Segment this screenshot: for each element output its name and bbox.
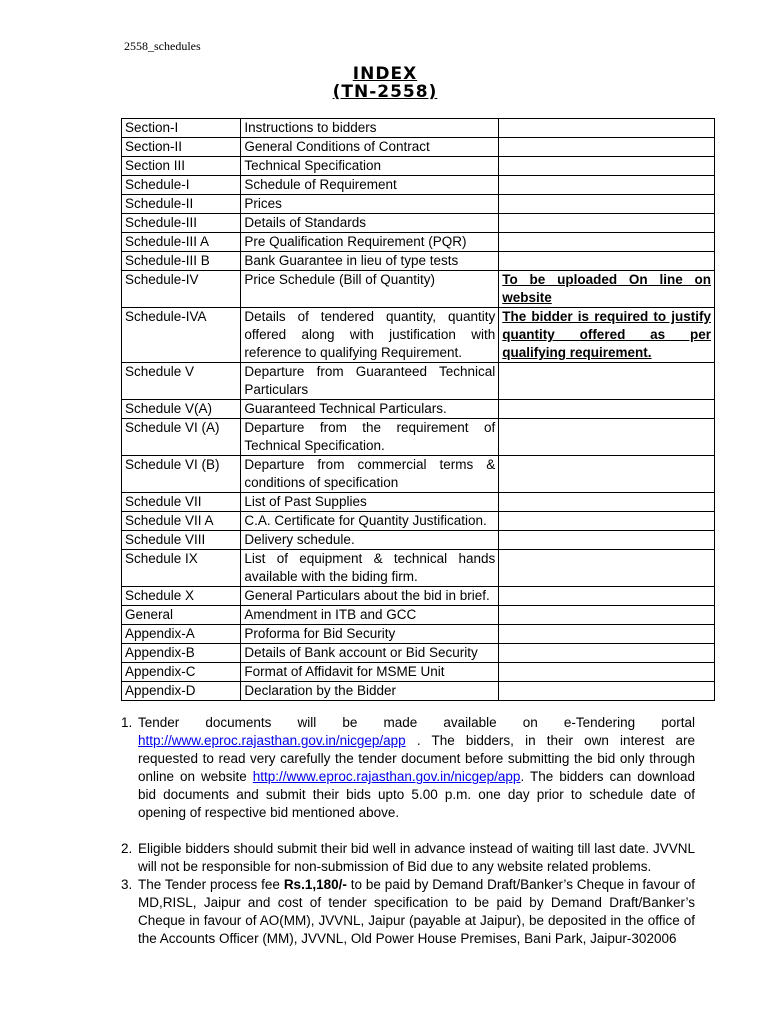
note-number: 3. [121,877,133,892]
notes-list [121,714,695,948]
note-3 [121,876,695,948]
note-text [138,714,695,822]
remark-cell [499,625,715,644]
index-row [122,587,715,606]
description-cell: Schedule of Requirement [241,176,499,195]
index-row [122,363,715,400]
section-cell: Schedule V [122,363,241,400]
remark-cell [499,138,715,157]
section-cell: Section-I [122,119,241,138]
eproc-website-link[interactable]: http://www.eproc.rajasthan.gov.in/nicgep/app [252,769,521,784]
description-cell: Details of Bank account or Bid Security [241,644,499,663]
section-cell: Schedule VIII [122,531,241,550]
description-cell: Pre Qualification Requirement (PQR) [241,233,499,252]
index-row [122,214,715,233]
remark-cell [499,214,715,233]
index-table [121,118,715,701]
description-cell: Details of Standards [241,214,499,233]
section-cell: Schedule-III [122,214,241,233]
section-cell: Schedule-III A [122,233,241,252]
remark-cell [499,644,715,663]
remark-cell [499,157,715,176]
index-row [122,157,715,176]
remark-cell [499,176,715,195]
section-cell: Appendix-A [122,625,241,644]
remark-cell [499,587,715,606]
section-cell: Section III [122,157,241,176]
index-row [122,456,715,493]
description-cell: C.A. Certificate for Quantity Justification. [241,512,499,531]
index-row [122,531,715,550]
index-row [122,663,715,682]
description-cell: List of equipment & technical hands available with the biding firm. [241,550,499,587]
remark-cell: The bidder is required to justify quantity offered as per qualifying requirement. [499,308,715,363]
index-row [122,400,715,419]
index-row [122,252,715,271]
section-cell: Schedule-I [122,176,241,195]
index-title: INDEX [352,64,418,84]
index-row [122,493,715,512]
note-text: Eligible bidders should submit their bid well in advance instead of waiting till last date. JVVNL will not be responsible for non-submission of Bid due to any website related problems. [138,841,695,874]
note-2 [121,840,695,876]
description-cell: General Particulars about the bid in brief. [241,587,499,606]
index-row [122,138,715,157]
index-row [122,682,715,701]
remark-cell: To be uploaded On line on website [499,271,715,308]
section-cell: Appendix-D [122,682,241,701]
note-text-part: . The bidders, in their own interest are requested to read very carefully the tender document before submitting the bid only through online on website [138,733,695,784]
index-row [122,606,715,625]
section-cell: Schedule VI (A) [122,419,241,456]
note-text-part: to be paid by Demand Draft/Banker’s Cheque in favour of MD,RISL, Jaipur and cost of tender specification to be paid by Demand Draft/Banker’s Cheque in favour of AO(MM), JVVNL, Jaipur (payable at Jaipur), be deposited in the office of the Accounts Officer (MM), JVVNL, Old Power House Premises, Bani Park, Jaipur-302006 [138,877,695,946]
tender-number-title: (TN-2558) [332,82,438,102]
remark-cell [499,419,715,456]
section-cell: Section-II [122,138,241,157]
description-cell: General Conditions of Contract [241,138,499,157]
note-text-part: The Tender process fee [138,877,284,892]
section-cell: Schedule X [122,587,241,606]
description-cell: List of Past Supplies [241,493,499,512]
index-row [122,233,715,252]
section-cell: Appendix-B [122,644,241,663]
note-1 [121,714,695,822]
eproc-portal-link[interactable]: http://www.eproc.rajasthan.gov.in/nicgep/app [138,733,406,748]
remark-cell [499,363,715,400]
section-cell: Schedule VI (B) [122,456,241,493]
note-number: 1. [121,715,133,730]
index-row [122,419,715,456]
remark-cell [499,682,715,701]
section-cell: Appendix-C [122,663,241,682]
description-cell: Delivery schedule. [241,531,499,550]
index-row [122,308,715,363]
index-row [122,119,715,138]
index-row [122,550,715,587]
note-number: 2. [121,841,133,856]
remark-cell [499,663,715,682]
note-text [138,876,695,948]
description-cell: Technical Specification [241,157,499,176]
description-cell: Proforma for Bid Security [241,625,499,644]
section-cell: Schedule-IVA [122,308,241,363]
remark-cell [499,252,715,271]
index-row [122,512,715,531]
remark-cell [499,119,715,138]
index-row [122,271,715,308]
description-cell: Details of tendered quantity, quantity offered along with justification with reference to qualifying Requirement. [241,308,499,363]
description-cell: Amendment in ITB and GCC [241,606,499,625]
index-row [122,195,715,214]
section-cell: Schedule IX [122,550,241,587]
description-cell: Prices [241,195,499,214]
description-cell: Format of Affidavit for MSME Unit [241,663,499,682]
description-cell: Departure from Guaranteed Technical Particulars [241,363,499,400]
remark-cell [499,606,715,625]
tender-fee-amount: Rs.1,180/- [283,877,347,892]
section-cell: Schedule-II [122,195,241,214]
remark-cell [499,531,715,550]
section-cell: Schedule V(A) [122,400,241,419]
remark-cell [499,512,715,531]
remark-cell [499,493,715,512]
note-text-part: Tender documents will be made available on e-Tendering portal [138,715,695,730]
remark-cell [499,400,715,419]
description-cell: Instructions to bidders [241,119,499,138]
section-cell: Schedule VII [122,493,241,512]
note-text-part: . The bidders can download bid documents and submit their bids upto 5.00 p.m. one day prior to schedule date of opening of respective bid mentioned above. [138,769,695,820]
document-file-name: 2558_schedules [124,39,201,53]
section-cell: Schedule-III B [122,252,241,271]
section-cell: Schedule-IV [122,271,241,308]
index-row [122,625,715,644]
section-cell: Schedule VII A [122,512,241,531]
description-cell: Departure from the requirement of Technical Specification. [241,419,499,456]
remark-cell [499,550,715,587]
remark-cell [499,456,715,493]
index-row [122,644,715,663]
index-row [122,176,715,195]
description-cell: Bank Guarantee in lieu of type tests [241,252,499,271]
description-cell: Declaration by the Bidder [241,682,499,701]
description-cell: Price Schedule (Bill of Quantity) [241,271,499,308]
description-cell: Guaranteed Technical Particulars. [241,400,499,419]
remark-cell [499,195,715,214]
description-cell: Departure from commercial terms & conditions of specification [241,456,499,493]
section-cell: General [122,606,241,625]
remark-cell [499,233,715,252]
